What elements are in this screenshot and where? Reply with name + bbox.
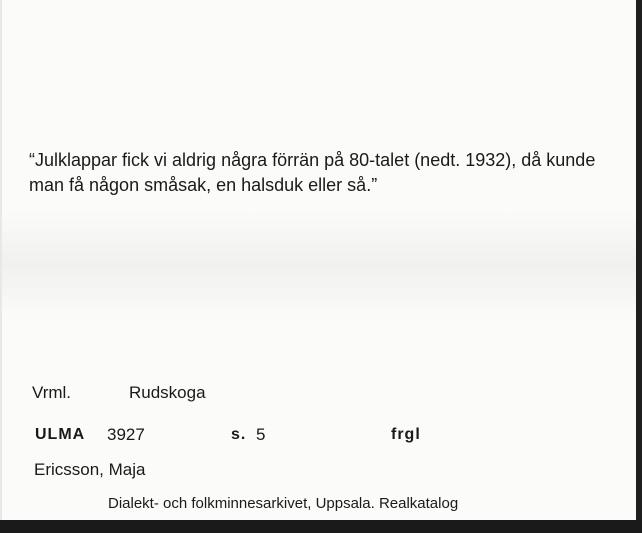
bleed-through-shading <box>2 210 636 320</box>
province-label: Vrml. <box>32 383 72 402</box>
quote-text: “Julklappar fick vi aldrig några förrän på 80-talet (nedt. 1932), då kunde man få någon småsak, en halsduk eller så.” <box>29 150 596 195</box>
parish-label: Rudskoga <box>129 383 206 402</box>
type-code: frgl <box>391 426 421 443</box>
archive-code: ULMA <box>35 426 86 443</box>
record-number: 3927 <box>107 425 145 444</box>
page-number: 5 <box>256 425 266 444</box>
page-label: s. <box>231 426 247 443</box>
informant-name: Ericsson, Maja <box>34 460 146 479</box>
scan-border-bottom <box>0 520 642 533</box>
scan-border-right <box>636 0 642 533</box>
archive-footer: Dialekt- och folkminnesarkivet, Uppsala. Realkatalog <box>108 495 459 512</box>
